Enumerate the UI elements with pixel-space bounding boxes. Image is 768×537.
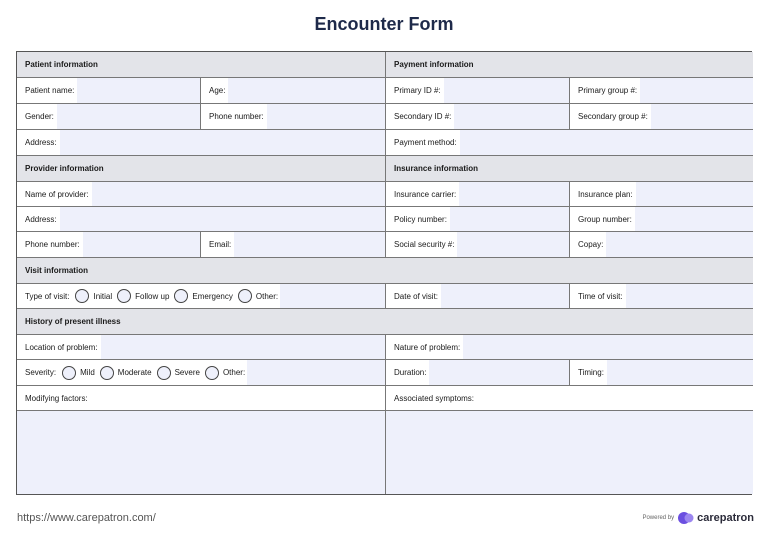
social-security-field[interactable] (386, 232, 570, 258)
policy-number-field[interactable] (386, 207, 570, 232)
age-label: Age: (201, 78, 228, 103)
severity-label: Severity: (17, 360, 59, 385)
type-of-visit-label: Type of visit: (17, 284, 72, 308)
section-insurance-information: Insurance information (386, 156, 753, 182)
copay-label: Copay: (570, 232, 606, 257)
payment-method-field[interactable] (386, 130, 753, 156)
insurance-carrier-label: Insurance carrier: (386, 182, 459, 206)
provider-address-field[interactable] (17, 207, 386, 232)
visit-option-follow-up[interactable]: Follow up (114, 284, 171, 308)
provider-phone-label: Phone number: (17, 232, 83, 257)
radio-circle-icon[interactable] (205, 366, 219, 380)
section-visit-information: Visit information (17, 258, 753, 284)
insurance-carrier-field[interactable] (386, 182, 570, 207)
date-of-visit-field[interactable] (386, 284, 570, 309)
radio-circle-icon[interactable] (157, 366, 171, 380)
gender-label: Gender: (17, 104, 57, 129)
modifying-factors-header (17, 386, 386, 411)
powered-by-badge (642, 511, 754, 525)
secondary-id-field[interactable] (386, 104, 570, 130)
associated-symptoms-textarea[interactable] (386, 411, 753, 494)
age-field[interactable] (201, 78, 386, 104)
group-number-field[interactable] (570, 207, 753, 232)
radio-circle-icon[interactable] (174, 289, 188, 303)
insurance-plan-label: Insurance plan: (570, 182, 636, 206)
radio-circle-icon[interactable] (100, 366, 114, 380)
nature-of-problem-field[interactable] (386, 335, 753, 360)
severity-option-severe[interactable]: Severe (154, 360, 202, 385)
social-security-label: Social security #: (386, 232, 457, 257)
patient-name-field[interactable] (17, 78, 201, 104)
brand-name: carepatron (697, 512, 754, 524)
patient-name-label: Patient name: (17, 78, 77, 103)
footer-url-link[interactable]: https://www.carepatron.com/ (17, 512, 156, 524)
duration-field[interactable] (386, 360, 570, 386)
provider-name-field[interactable] (17, 182, 386, 207)
patient-address-label: Address: (17, 130, 60, 155)
provider-name-label: Name of provider: (17, 182, 92, 206)
provider-email-field[interactable] (201, 232, 386, 258)
visit-option-initial[interactable]: Initial (72, 284, 114, 308)
secondary-group-label: Secondary group #: (570, 104, 651, 129)
time-of-visit-field[interactable] (570, 284, 753, 309)
location-of-problem-label: Location of problem: (17, 335, 101, 359)
timing-field[interactable] (570, 360, 753, 386)
nature-of-problem-label: Nature of problem: (386, 335, 463, 359)
location-of-problem-field[interactable] (17, 335, 386, 360)
primary-group-field[interactable] (570, 78, 753, 104)
date-of-visit-label: Date of visit: (386, 284, 441, 308)
group-number-label: Group number: (570, 207, 635, 231)
radio-circle-icon[interactable] (117, 289, 131, 303)
section-history-present-illness: History of present illness (17, 309, 753, 335)
carepatron-logo-icon (678, 511, 694, 525)
section-provider-information: Provider information (17, 156, 386, 182)
secondary-group-field[interactable] (570, 104, 753, 130)
policy-number-label: Policy number: (386, 207, 450, 231)
patient-phone-label: Phone number: (201, 104, 267, 129)
severity-field (17, 360, 386, 386)
page-title: Encounter Form (314, 14, 454, 34)
secondary-id-label: Secondary ID #: (386, 104, 454, 129)
modifying-factors-label: Modifying factors: (17, 386, 91, 410)
severity-option-moderate[interactable]: Moderate (97, 360, 154, 385)
time-of-visit-label: Time of visit: (570, 284, 626, 308)
primary-id-label: Primary ID #: (386, 78, 444, 103)
radio-circle-icon[interactable] (62, 366, 76, 380)
insurance-plan-field[interactable] (570, 182, 753, 207)
patient-address-field[interactable] (17, 130, 386, 156)
radio-circle-icon[interactable] (75, 289, 89, 303)
copay-field[interactable] (570, 232, 753, 258)
section-patient-information: Patient information (17, 52, 386, 78)
modifying-factors-textarea[interactable] (17, 411, 386, 494)
powered-by-text: Powered by (642, 515, 675, 521)
primary-id-field[interactable] (386, 78, 570, 104)
severity-option-mild[interactable]: Mild (59, 360, 97, 385)
encounter-form (16, 51, 752, 495)
associated-symptoms-label: Associated symptoms: (386, 386, 477, 410)
provider-email-label: Email: (201, 232, 234, 257)
radio-circle-icon[interactable] (238, 289, 252, 303)
provider-address-label: Address: (17, 207, 60, 231)
visit-option-other[interactable]: Other: (235, 284, 280, 308)
duration-label: Duration: (386, 360, 429, 385)
visit-option-emergency[interactable]: Emergency (171, 284, 234, 308)
section-payment-information: Payment information (386, 52, 753, 78)
type-of-visit-field (17, 284, 386, 309)
severity-option-other[interactable]: Other: (202, 360, 247, 385)
associated-symptoms-header (386, 386, 753, 411)
payment-method-label: Payment method: (386, 130, 460, 155)
primary-group-label: Primary group #: (570, 78, 640, 103)
gender-field[interactable] (17, 104, 201, 130)
timing-label: Timing: (570, 360, 607, 385)
provider-phone-field[interactable] (17, 232, 201, 258)
patient-phone-field[interactable] (201, 104, 386, 130)
